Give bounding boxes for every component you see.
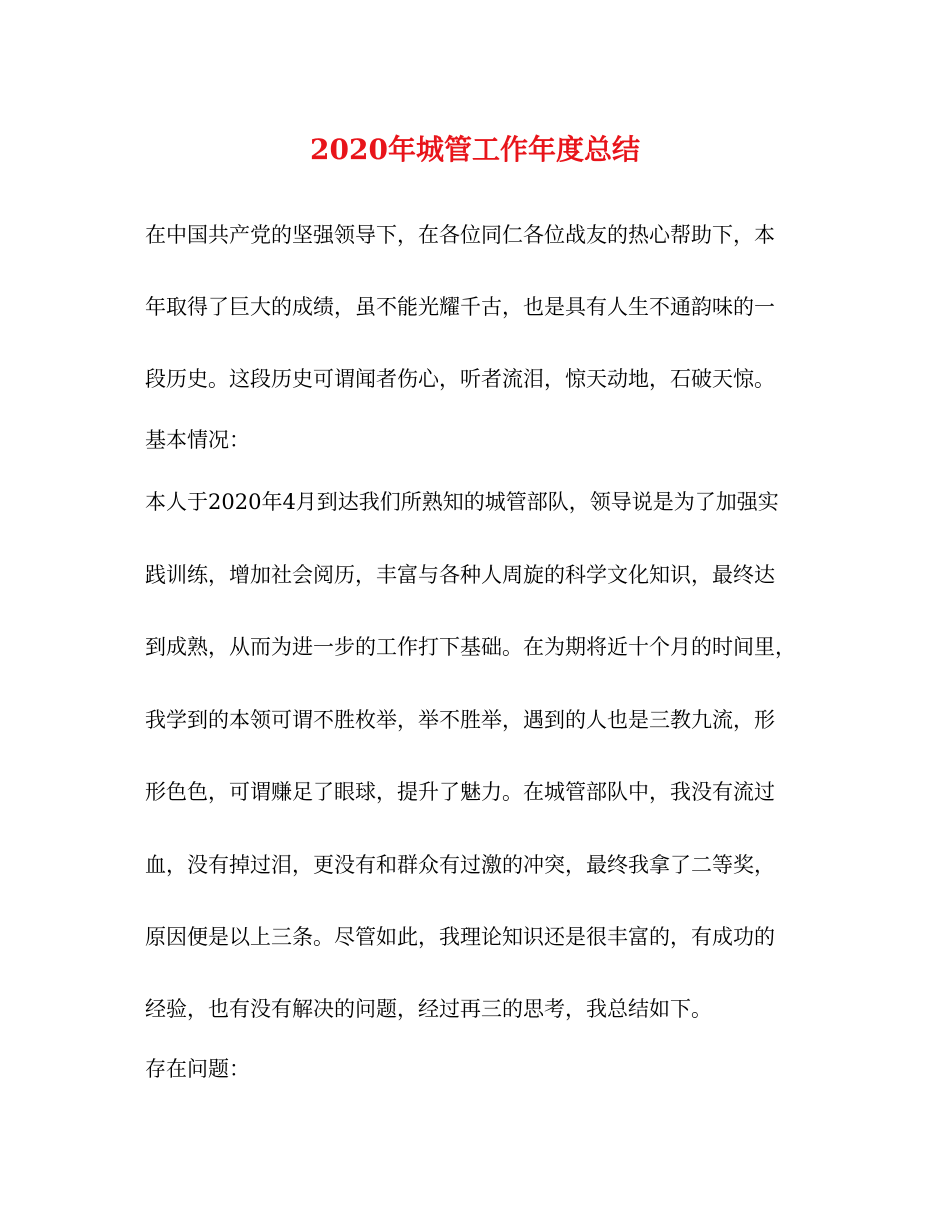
body-line-6: 践训练，增加社会阅历，丰富与各种人周旋的科学文化知识，最终达 xyxy=(145,563,775,587)
body-line-8: 我学到的本领可谓不胜枚举，举不胜举，遇到的人也是三教九流，形 xyxy=(145,708,775,732)
body-line-9: 形色色，可谓赚足了眼球，提升了魅力。在城管部队中，我没有流过 xyxy=(145,780,775,804)
body-line-1: 在中国共产党的坚强领导下，在各位同仁各位战友的热心帮助下，本 xyxy=(145,223,775,247)
section-heading-existing-problems: 存在问题： xyxy=(145,1057,250,1081)
body-line-5: 本人于2020年4月到达我们所熟知的城管部队，领导说是为了加强实 xyxy=(145,490,779,514)
document-title: 2020年城管工作年度总结 xyxy=(310,133,640,166)
body-line-10: 血，没有掉过泪，更没有和群众有过激的冲突，最终我拿了二等奖， xyxy=(145,853,775,877)
body-line-11: 原因便是以上三条。尽管如此，我理论知识还是很丰富的，有成功的 xyxy=(145,925,775,949)
body-line-2: 年取得了巨大的成绩，虽不能光耀千古，也是具有人生不通韵味的一 xyxy=(145,295,775,319)
body-line-12: 经验，也有没有解决的问题，经过再三的思考，我总结如下。 xyxy=(145,997,712,1021)
body-line-3: 段历史。这段历史可谓闻者伤心，听者流泪，惊天动地，石破天惊。 xyxy=(145,367,775,391)
body-line-7: 到成熟，从而为进一步的工作打下基础。在为期将近十个月的时间里， xyxy=(145,635,796,659)
section-heading-basic-situation: 基本情况： xyxy=(145,428,250,452)
